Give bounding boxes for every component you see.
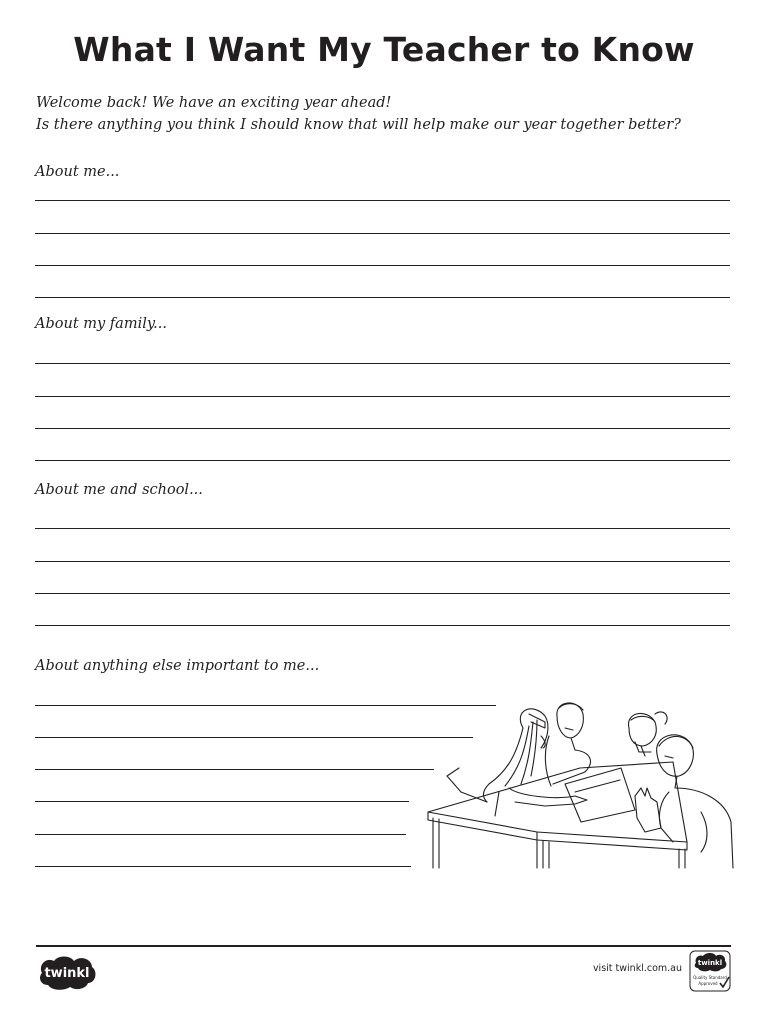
children-at-table-illustration bbox=[425, 692, 737, 870]
section-label-about-my-family: About my family... bbox=[35, 316, 167, 332]
intro-line-2: Is there anything you think I should know that will help make our year together better? bbox=[36, 117, 681, 133]
writing-line[interactable] bbox=[35, 866, 411, 867]
writing-line[interactable] bbox=[35, 769, 434, 770]
writing-line[interactable] bbox=[35, 428, 730, 429]
writing-line[interactable] bbox=[35, 363, 730, 364]
intro-line-1: Welcome back! We have an exciting year ahead! bbox=[36, 95, 392, 111]
section-label-about-me: About me... bbox=[35, 164, 120, 180]
writing-line[interactable] bbox=[35, 528, 730, 529]
writing-line[interactable] bbox=[35, 200, 730, 201]
writing-line[interactable] bbox=[35, 297, 730, 298]
writing-line[interactable] bbox=[35, 834, 406, 835]
svg-text:Quality Standard: Quality Standard bbox=[693, 975, 727, 980]
svg-text:twinkl: twinkl bbox=[697, 959, 723, 967]
twinkl-logo bbox=[36, 953, 98, 991]
writing-line[interactable] bbox=[35, 265, 730, 266]
writing-line[interactable] bbox=[35, 737, 473, 738]
writing-line[interactable] bbox=[35, 396, 730, 397]
writing-line[interactable] bbox=[35, 625, 730, 626]
section-label-about-anything-else: About anything else important to me... bbox=[35, 658, 320, 674]
page-title: What I Want My Teacher to Know bbox=[73, 30, 695, 69]
writing-line[interactable] bbox=[35, 801, 409, 802]
writing-line[interactable] bbox=[35, 233, 730, 234]
svg-text:twinkl: twinkl bbox=[44, 966, 90, 981]
footer-divider bbox=[36, 945, 731, 947]
visit-website-text: visit twinkl.com.au bbox=[592, 963, 682, 974]
section-label-about-me-and-school: About me and school... bbox=[35, 482, 203, 498]
quality-standard-badge bbox=[688, 949, 732, 993]
writing-line[interactable] bbox=[35, 593, 730, 594]
svg-text:Approved: Approved bbox=[698, 981, 718, 986]
intro-text bbox=[36, 92, 681, 136]
writing-line[interactable] bbox=[35, 561, 730, 562]
writing-line[interactable] bbox=[35, 460, 730, 461]
